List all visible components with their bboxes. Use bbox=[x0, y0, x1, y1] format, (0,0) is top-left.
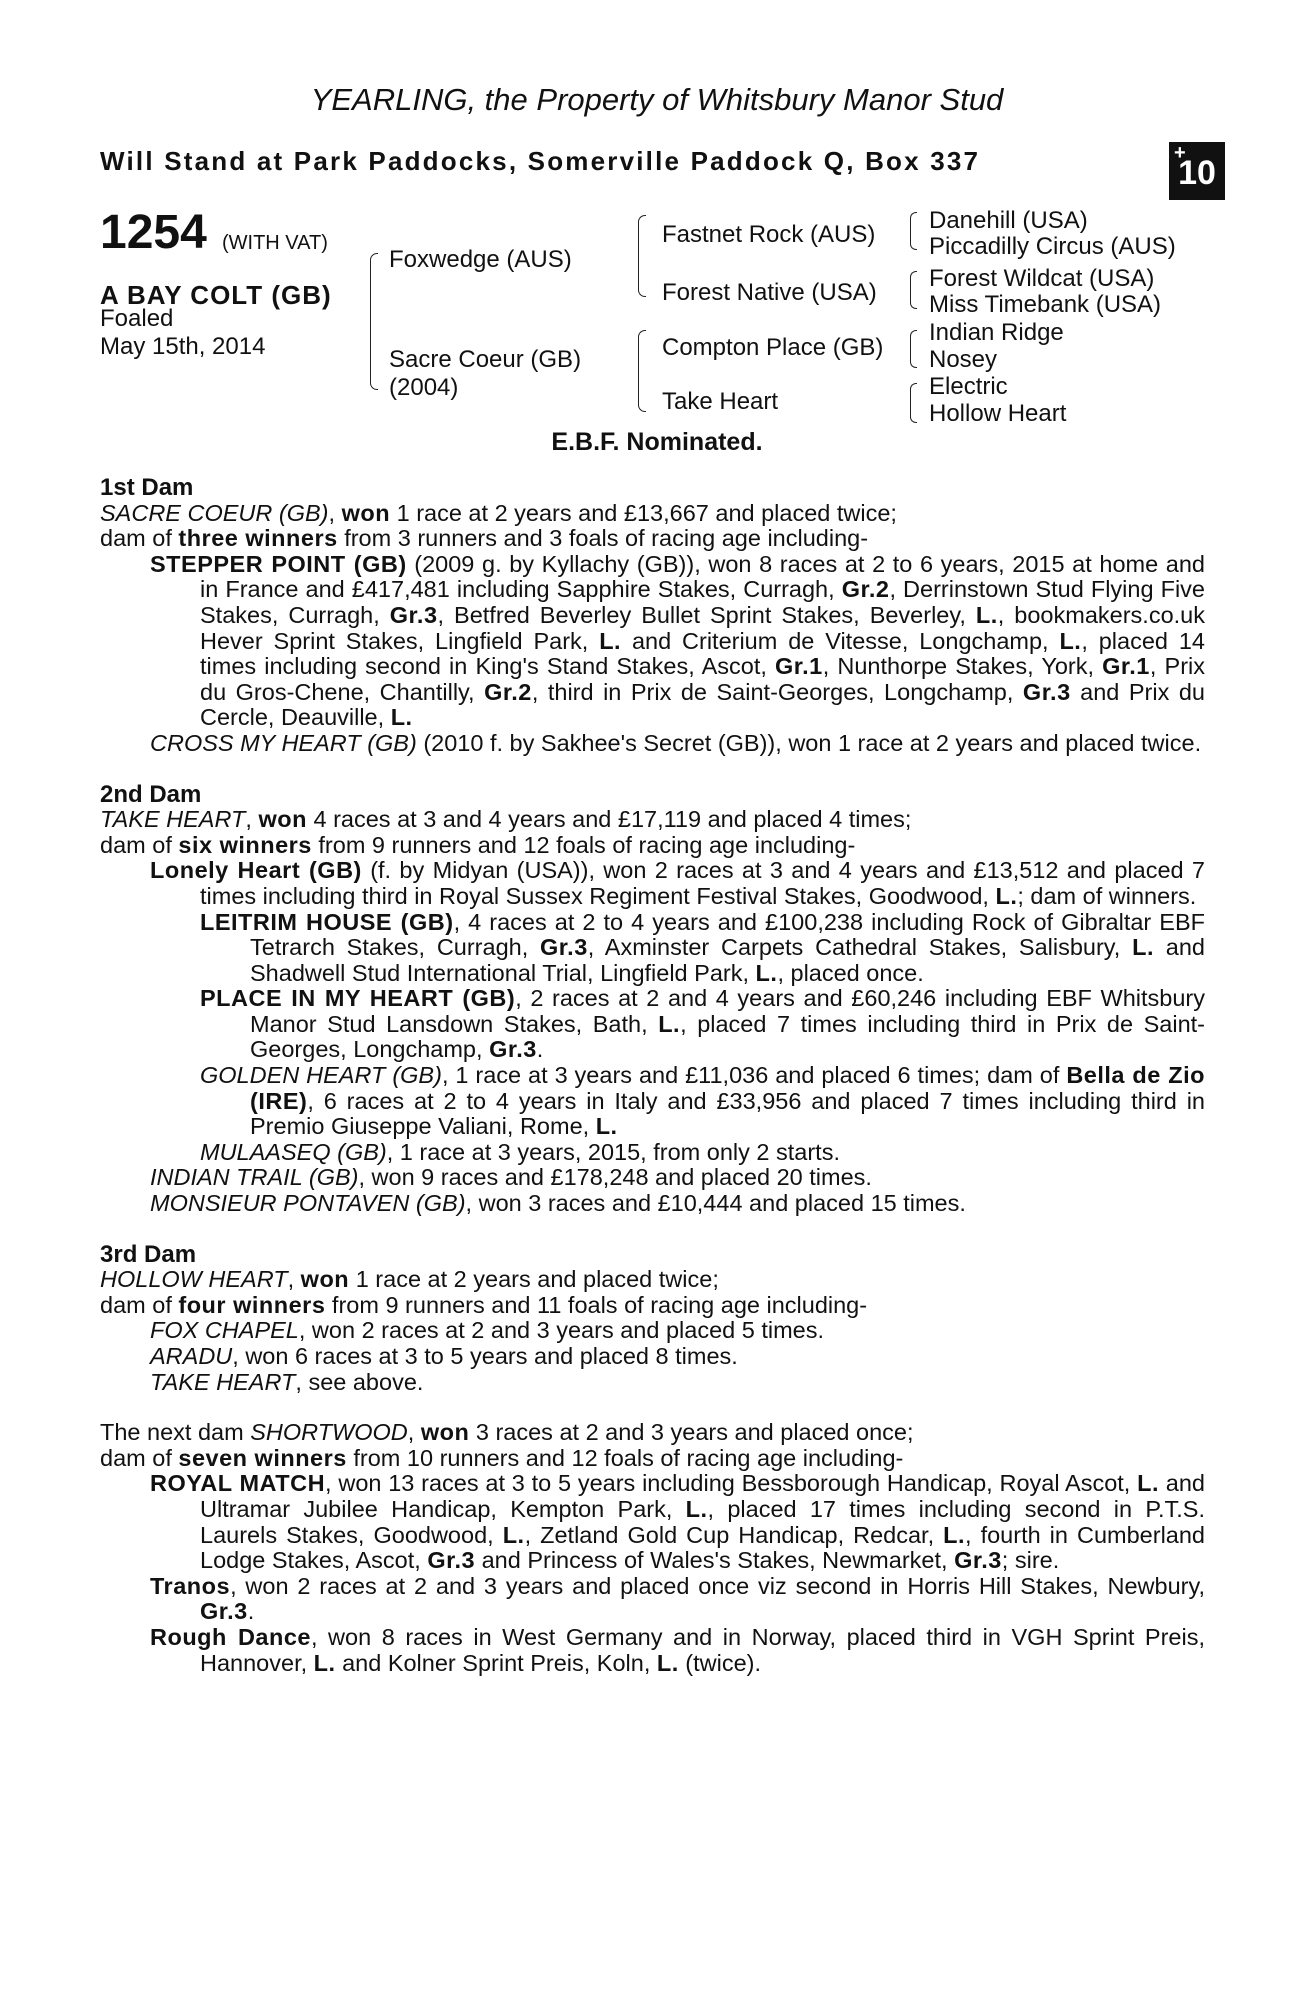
dam-name: TAKE HEART bbox=[100, 806, 246, 833]
brace-parents bbox=[370, 253, 378, 390]
text: , third in Prix de Saint-Georges, Longchamp, bbox=[531, 678, 1023, 705]
pedigree-g3-6: Nosey bbox=[929, 346, 998, 373]
text: dam of bbox=[100, 1444, 172, 1471]
pedigree-g3-1: Danehill (USA) bbox=[929, 207, 1088, 234]
text: (2010 f. by Sakhee's Secret (GB)), won 1 race at 2 years and placed twice. bbox=[416, 729, 1202, 756]
text: and Kolner Sprint Preis, Koln, bbox=[335, 1649, 657, 1676]
horse-name: LEITRIM HOUSE (GB) bbox=[200, 908, 454, 935]
text: , fourth in Cumberland Lodge Stakes, Ascot, bbox=[200, 1521, 1205, 1574]
dam-name: SACRE COEUR (GB) bbox=[100, 499, 329, 526]
progeny-entry bbox=[100, 858, 1205, 909]
grade: L. bbox=[502, 1521, 525, 1548]
text: , Betfred Beverley Bullet Sprint Stakes, Beverley, bbox=[437, 601, 976, 628]
grade: L. bbox=[755, 959, 778, 986]
won-label: won bbox=[300, 1266, 350, 1293]
grade: L. bbox=[658, 1010, 681, 1037]
pedigree-sire-dam: Forest Native (USA) bbox=[662, 279, 877, 306]
progeny-entry bbox=[100, 1140, 1205, 1166]
pedigree-g3-7: Electric bbox=[929, 373, 1008, 400]
horse-name: Bella de Zio (IRE) bbox=[250, 1062, 1206, 1114]
text: and Shadwell Stud International Trial, Lingfield Park, bbox=[250, 934, 1206, 986]
winners-count: seven winners bbox=[178, 1444, 347, 1471]
second-dam-line2 bbox=[100, 833, 1205, 859]
grade: L. bbox=[599, 627, 622, 654]
grade: L. bbox=[313, 1649, 336, 1676]
progeny-entry bbox=[100, 1318, 1205, 1344]
text: , placed 7 times including third in Prix de Saint-Georges, Longchamp, bbox=[250, 1010, 1205, 1063]
pedigree-sire-sire: Fastnet Rock (AUS) bbox=[662, 221, 876, 248]
text: dam of bbox=[100, 525, 172, 552]
grade: Gr.3 bbox=[389, 601, 438, 628]
dam-name: SHORTWOOD bbox=[250, 1419, 408, 1446]
winners-count: four winners bbox=[178, 1291, 326, 1318]
horse-name: Rough Dance bbox=[150, 1623, 311, 1650]
text: , placed 14 times including second in King's Stand Stakes, Ascot, bbox=[200, 627, 1205, 680]
pedigree-dam-sire: Compton Place (GB) bbox=[662, 334, 884, 361]
progeny-entry bbox=[100, 910, 1205, 987]
text: , won 2 races at 2 and 3 years and placed 5 times. bbox=[298, 1317, 825, 1344]
text: from 9 runners and 11 foals of racing age including- bbox=[331, 1291, 868, 1318]
grade: L. bbox=[1132, 934, 1155, 961]
won-label: won bbox=[258, 806, 307, 833]
text: dam of bbox=[100, 831, 172, 858]
horse-name: TAKE HEART bbox=[150, 1368, 296, 1395]
ebf-nominated: E.B.F. Nominated. bbox=[551, 428, 763, 456]
third-dam-line1: HOLLOW HEART, won 1 race at 2 years and placed twice; bbox=[100, 1266, 719, 1293]
text: from 9 runners and 12 foals of racing age including- bbox=[318, 831, 856, 858]
grade: Gr.1 bbox=[775, 653, 823, 680]
pedigree-g3-5: Indian Ridge bbox=[929, 319, 1064, 346]
text: , won 8 races in West Germany and in Norway, placed third in VGH Sprint Preis, Hannover, bbox=[200, 1623, 1205, 1676]
brace-g3-2 bbox=[910, 271, 917, 309]
progeny-entry bbox=[100, 1370, 1205, 1396]
pedigree-dam-dam: Take Heart bbox=[662, 388, 779, 415]
horse-name: PLACE IN MY HEART (GB) bbox=[200, 985, 516, 1012]
grade: L. bbox=[595, 1113, 618, 1140]
text: , see above. bbox=[295, 1368, 424, 1395]
second-dam-line1: TAKE HEART, won 4 races at 3 and 4 years and £17,119 and placed 4 times; bbox=[100, 806, 912, 833]
text: , placed 17 times including second in P.T.S. Laurels Stakes, Goodwood, bbox=[200, 1495, 1205, 1548]
lot-description: A BAY COLT (GB) bbox=[100, 280, 332, 310]
foaled-date: May 15th, 2014 bbox=[100, 333, 266, 360]
grade: L. bbox=[943, 1521, 966, 1548]
foaled-label: Foaled bbox=[100, 305, 174, 332]
progeny-entry bbox=[100, 1165, 1205, 1191]
horse-name: MULAASEQ (GB) bbox=[200, 1138, 387, 1165]
text: dam of bbox=[100, 1291, 172, 1318]
first-dam-line2 bbox=[100, 526, 1205, 552]
won-label: won bbox=[341, 499, 391, 526]
text: ; sire. bbox=[1001, 1547, 1060, 1574]
dam-record: 3 races at 2 and 3 years and placed once; bbox=[475, 1419, 914, 1446]
horse-name: GOLDEN HEART (GB) bbox=[200, 1062, 442, 1089]
third-dam-line2 bbox=[100, 1293, 1205, 1319]
text: , placed once. bbox=[777, 959, 924, 986]
text: , 2 races at 2 and 4 years and £60,246 including EBF Whitsbury Manor Stud Lansdown Stakes, Bath, bbox=[250, 985, 1205, 1037]
grade: L. bbox=[390, 704, 413, 731]
grade: Gr.1 bbox=[1102, 653, 1150, 680]
text: , 4 races at 2 to 4 years and £100,238 including Rock of Gibraltar EBF Tetrarch Stakes, Curragh, bbox=[250, 908, 1205, 961]
text: (f. by Midyan (USA)), won 2 races at 3 and 4 years and £13,512 and placed 7 times including third in Royal Sussex Regiment Festival Stakes, Goodwood, bbox=[200, 857, 1205, 909]
text: (twice). bbox=[678, 1649, 762, 1676]
next-dam-line2 bbox=[100, 1446, 1205, 1472]
pedigree-g3-2: Piccadilly Circus (AUS) bbox=[929, 233, 1176, 260]
text: ; dam of winners. bbox=[1017, 882, 1197, 909]
dam-record: 1 race at 2 years and placed twice; bbox=[355, 1266, 719, 1293]
brace-g3-1 bbox=[910, 212, 917, 250]
text: , 1 race at 3 years, 2015, from only 2 starts. bbox=[386, 1138, 840, 1165]
horse-name: Tranos bbox=[150, 1572, 231, 1599]
progeny-entry bbox=[100, 986, 1205, 1063]
badge-number: 10 bbox=[1178, 154, 1216, 192]
horse-name: Lonely Heart (GB) bbox=[150, 857, 362, 884]
text: , won 2 races at 2 and 3 years and placed once viz second in Horris Hill Stakes, Newbury, bbox=[230, 1572, 1205, 1599]
pedigree-g3-4: Miss Timebank (USA) bbox=[929, 291, 1162, 318]
horse-name: ARADU bbox=[150, 1343, 233, 1369]
pedigree-g3-8: Hollow Heart bbox=[929, 400, 1067, 427]
pedigree-g3-3: Forest Wildcat (USA) bbox=[929, 265, 1155, 292]
progeny-entry bbox=[100, 1574, 1205, 1625]
brace-g3-3 bbox=[910, 330, 917, 368]
progeny-entry bbox=[100, 1344, 1205, 1370]
pedigree-dam: Sacre Coeur (GB) bbox=[389, 346, 582, 373]
text: . bbox=[536, 1036, 544, 1063]
pedigree-sire: Foxwedge (AUS) bbox=[389, 246, 572, 273]
first-dam-heading: 1st Dam bbox=[100, 474, 194, 501]
grade: L. bbox=[685, 1495, 708, 1522]
lot-badge bbox=[1169, 142, 1225, 200]
grade: Gr.2 bbox=[484, 678, 532, 705]
text: , won 9 races and £178,248 and placed 20 times. bbox=[358, 1164, 872, 1191]
text: and Princess of Wales's Stakes, Newmarket, bbox=[475, 1547, 955, 1574]
grade: Gr.2 bbox=[841, 576, 890, 603]
text: , 1 race at 3 years and £11,036 and placed 6 times; dam of bbox=[441, 1062, 1067, 1089]
text: and Ultramar Jubilee Handicap, Kempton Park, bbox=[200, 1470, 1206, 1522]
brace-sire-line bbox=[638, 215, 646, 297]
horse-name: ROYAL MATCH bbox=[150, 1470, 326, 1497]
progeny-entry bbox=[100, 552, 1205, 731]
grade: L. bbox=[656, 1649, 679, 1676]
text: . bbox=[247, 1598, 255, 1625]
horse-name: INDIAN TRAIL (GB) bbox=[150, 1164, 359, 1191]
grade: L. bbox=[1137, 1470, 1160, 1497]
badge-plus: + bbox=[1174, 142, 1186, 164]
text: (2009 g. by Kyllachy (GB)), won 8 races at 2 to 6 years, 2015 at home and in France and £417,481 including Sapphire Stakes, Curragh, bbox=[200, 550, 1206, 603]
dam-record: 1 race at 2 years and £13,667 and placed twice; bbox=[396, 499, 897, 526]
text: , won 6 races at 3 to 5 years and placed 8 times. bbox=[232, 1343, 738, 1369]
grade: Gr.3 bbox=[1022, 678, 1071, 705]
horse-name: CROSS MY HEART (GB) bbox=[150, 729, 417, 756]
horse-name: MONSIEUR PONTAVEN (GB) bbox=[150, 1190, 466, 1217]
won-label: won bbox=[420, 1419, 470, 1446]
location-line: Will Stand at Park Paddocks, Somerville Paddock Q, Box 337 bbox=[100, 146, 981, 176]
grade: L. bbox=[995, 882, 1018, 909]
text: , Prix du Gros-Chene, Chantilly, bbox=[200, 653, 1205, 705]
text: , bookmakers.co.uk Hever Sprint Stakes, Lingfield Park, bbox=[200, 601, 1205, 654]
progeny-entry bbox=[100, 731, 1205, 757]
text: , Axminster Carpets Cathedral Stakes, Salisbury, bbox=[587, 934, 1133, 961]
text: , 6 races at 2 to 4 years in Italy and £33,956 and placed 7 times including third in Premio Giuseppe Valiani, Rome, bbox=[250, 1087, 1205, 1140]
text: , Nunthorpe Stakes, York, bbox=[822, 653, 1103, 680]
text: , won 3 races and £10,444 and placed 15 times. bbox=[465, 1190, 966, 1217]
first-dam-line1: SACRE COEUR (GB), won 1 race at 2 years and £13,667 and placed twice; bbox=[100, 499, 897, 526]
page-title: YEARLING, the Property of Whitsbury Manor Stud bbox=[310, 82, 1004, 117]
text: from 3 runners and 3 foals of racing age including- bbox=[344, 525, 869, 552]
grade: L. bbox=[975, 601, 998, 628]
grade: Gr.3 bbox=[427, 1547, 476, 1574]
pedigree-dam-year: (2004) bbox=[389, 374, 459, 401]
catalogue-body bbox=[100, 475, 1205, 1676]
next-dam-line1: The next dam SHORTWOOD, won 3 races at 2 and 3 years and placed once; bbox=[100, 1419, 914, 1446]
dam-name: HOLLOW HEART bbox=[100, 1266, 288, 1293]
text: , Derrinstown Stud Flying Five Stakes, Curragh, bbox=[200, 576, 1205, 628]
progeny-entry bbox=[100, 1471, 1205, 1573]
grade: L. bbox=[1059, 627, 1082, 654]
winners-count: six winners bbox=[178, 831, 312, 858]
text: from 10 runners and 12 foals of racing age including- bbox=[353, 1444, 904, 1471]
text: , won 13 races at 3 to 5 years including Bessborough Handicap, Royal Ascot, bbox=[325, 1470, 1138, 1497]
second-dam-heading: 2nd Dam bbox=[100, 780, 202, 808]
winners-count: three winners bbox=[178, 525, 338, 552]
vat-label: (WITH VAT) bbox=[222, 232, 328, 254]
progeny-entry bbox=[100, 1625, 1205, 1676]
text: The next dam bbox=[100, 1419, 244, 1446]
brace-g3-4 bbox=[910, 383, 917, 423]
grade: Gr.3 bbox=[540, 934, 588, 961]
dam-record: 4 races at 3 and 4 years and £17,119 and placed 4 times; bbox=[313, 806, 912, 833]
horse-name: STEPPER POINT (GB) bbox=[150, 550, 407, 577]
progeny-entry bbox=[100, 1191, 1205, 1217]
text: , Zetland Gold Cup Handicap, Redcar, bbox=[524, 1521, 944, 1548]
text: and Criterium de Vitesse, Longchamp, bbox=[621, 627, 1060, 654]
brace-dam-line bbox=[638, 330, 646, 412]
grade: Gr.3 bbox=[489, 1036, 537, 1063]
grade: Gr.3 bbox=[954, 1547, 1002, 1574]
text: and Prix du Cercle, Deauville, bbox=[200, 678, 1205, 731]
third-dam-heading: 3rd Dam bbox=[100, 1240, 197, 1268]
lot-number: 1254 bbox=[100, 206, 207, 259]
grade: Gr.3 bbox=[200, 1598, 248, 1625]
progeny-entry bbox=[100, 1063, 1205, 1140]
horse-name: FOX CHAPEL bbox=[150, 1317, 299, 1344]
